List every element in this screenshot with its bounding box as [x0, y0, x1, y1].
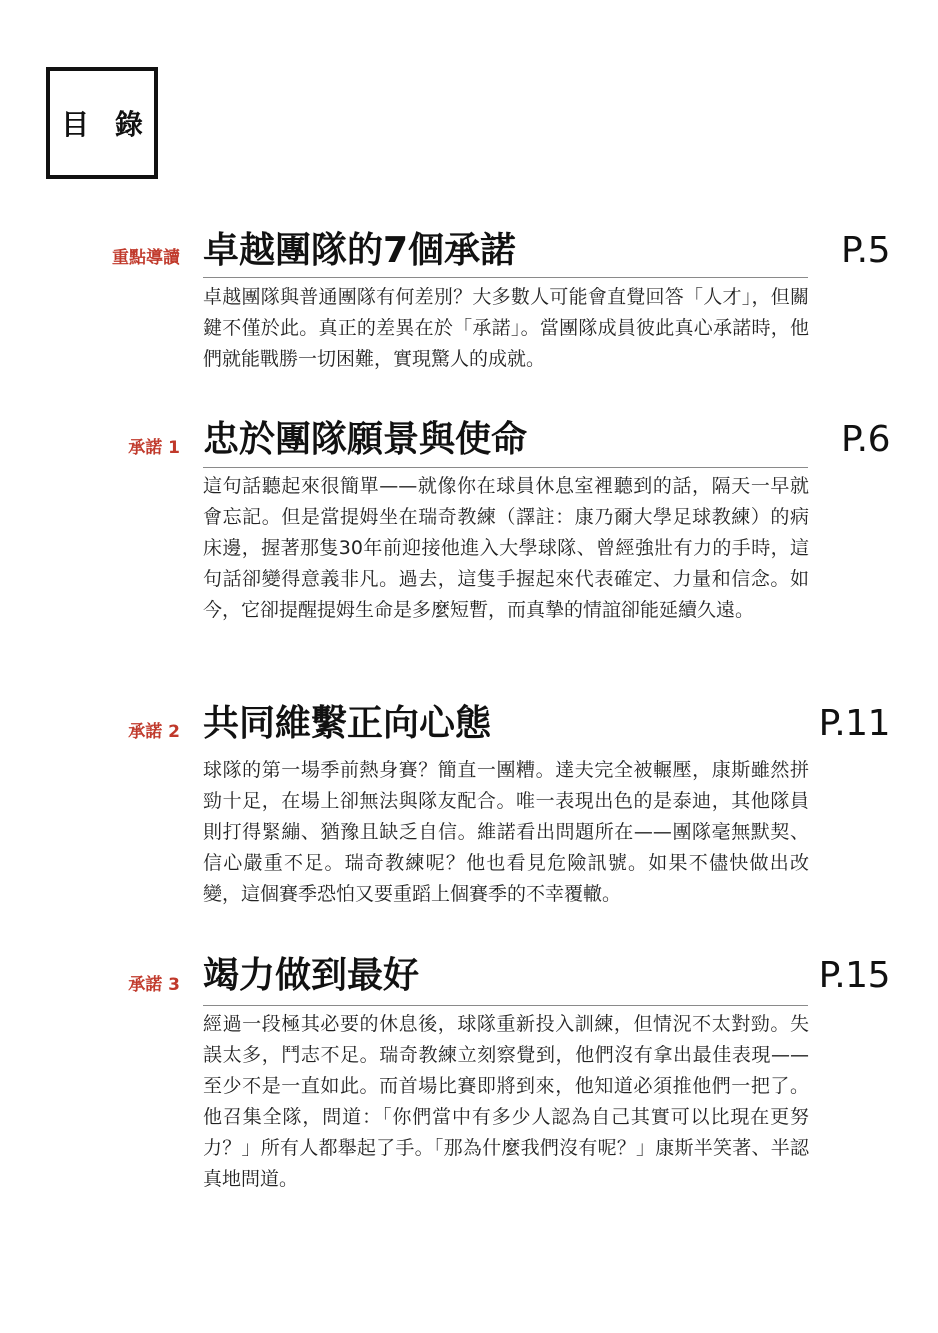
entry-title[interactable]: 忠於團隊願景與使命 [203, 419, 528, 460]
entry-title[interactable]: 竭力做到最好 [203, 955, 420, 996]
entry-title[interactable]: 共同維繫正向心態 [203, 703, 492, 744]
entry-label: 承諾 2 [128, 722, 180, 742]
toc-title: 目 錄 [61, 108, 151, 141]
entry-divider [203, 467, 808, 468]
entry-page-number[interactable]: P.6 [841, 419, 890, 460]
entry-divider [203, 1005, 808, 1006]
entry-label: 重點導讀 [112, 248, 180, 268]
entry-label: 承諾 1 [128, 438, 180, 458]
toc-title-box [46, 67, 158, 179]
entry-page-number[interactable]: P.11 [818, 703, 890, 744]
entry-label: 承諾 3 [128, 975, 180, 995]
entry-summary: 卓越團隊與普通團隊有何差別？大多數人可能會直覺回答「人才」，但關鍵不僅於此。真正的差異在於「承諾」。當團隊成員彼此真心承諾時，他們就能戰勝一切困難，實現驚人的成就。 [203, 286, 809, 370]
entry-page-number[interactable]: P.5 [841, 230, 890, 271]
entry-summary: 經過一段極其必要的休息後，球隊重新投入訓練，但情況不太對勁。失誤太多，鬥志不足。瑞奇教練立刻察覺到，他們沒有拿出最佳表現——至少不是一直如此。而首場比賽即將到來，他知道必須推他們一把了。他召集全隊，問道：「你們當中有多少人認為自己其實可以比現在更努力？」所有人都舉起了手。「那為什麼我們沒有呢？」康斯半笑著、半認真地問道。 [203, 1013, 809, 1190]
entry-page-number[interactable]: P.15 [818, 955, 890, 996]
entry-summary: 球隊的第一場季前熱身賽？簡直一團糟。達夫完全被輾壓，康斯雖然拼勁十足，在場上卻無法與隊友配合。唯一表現出色的是泰迪，其他隊員則打得緊繃、猶豫且缺乏自信。維諾看出問題所在——團隊毫無默契、信心嚴重不足。瑞奇教練呢？他也看見危險訊號。如果不儘快做出改變，這個賽季恐怕又要重蹈上個賽季的不幸覆轍。 [203, 759, 809, 905]
entry-summary: 這句話聽起來很簡單——就像你在球員休息室裡聽到的話，隔天一早就會忘記。但是當提姆坐在瑞奇教練（譯註：康乃爾大學足球教練）的病床邊，握著那隻30年前迎接他進入大學球隊、曾經強壯有力的手時，這句話卻變得意義非凡。過去，這隻手握起來代表確定、力量和信念。如今，它卻提醒提姆生命是多麼短暫，而真摯的情誼卻能延續久遠。 [203, 475, 809, 621]
entry-divider [203, 277, 808, 278]
entry-title[interactable]: 卓越團隊的7個承諾 [203, 230, 517, 271]
